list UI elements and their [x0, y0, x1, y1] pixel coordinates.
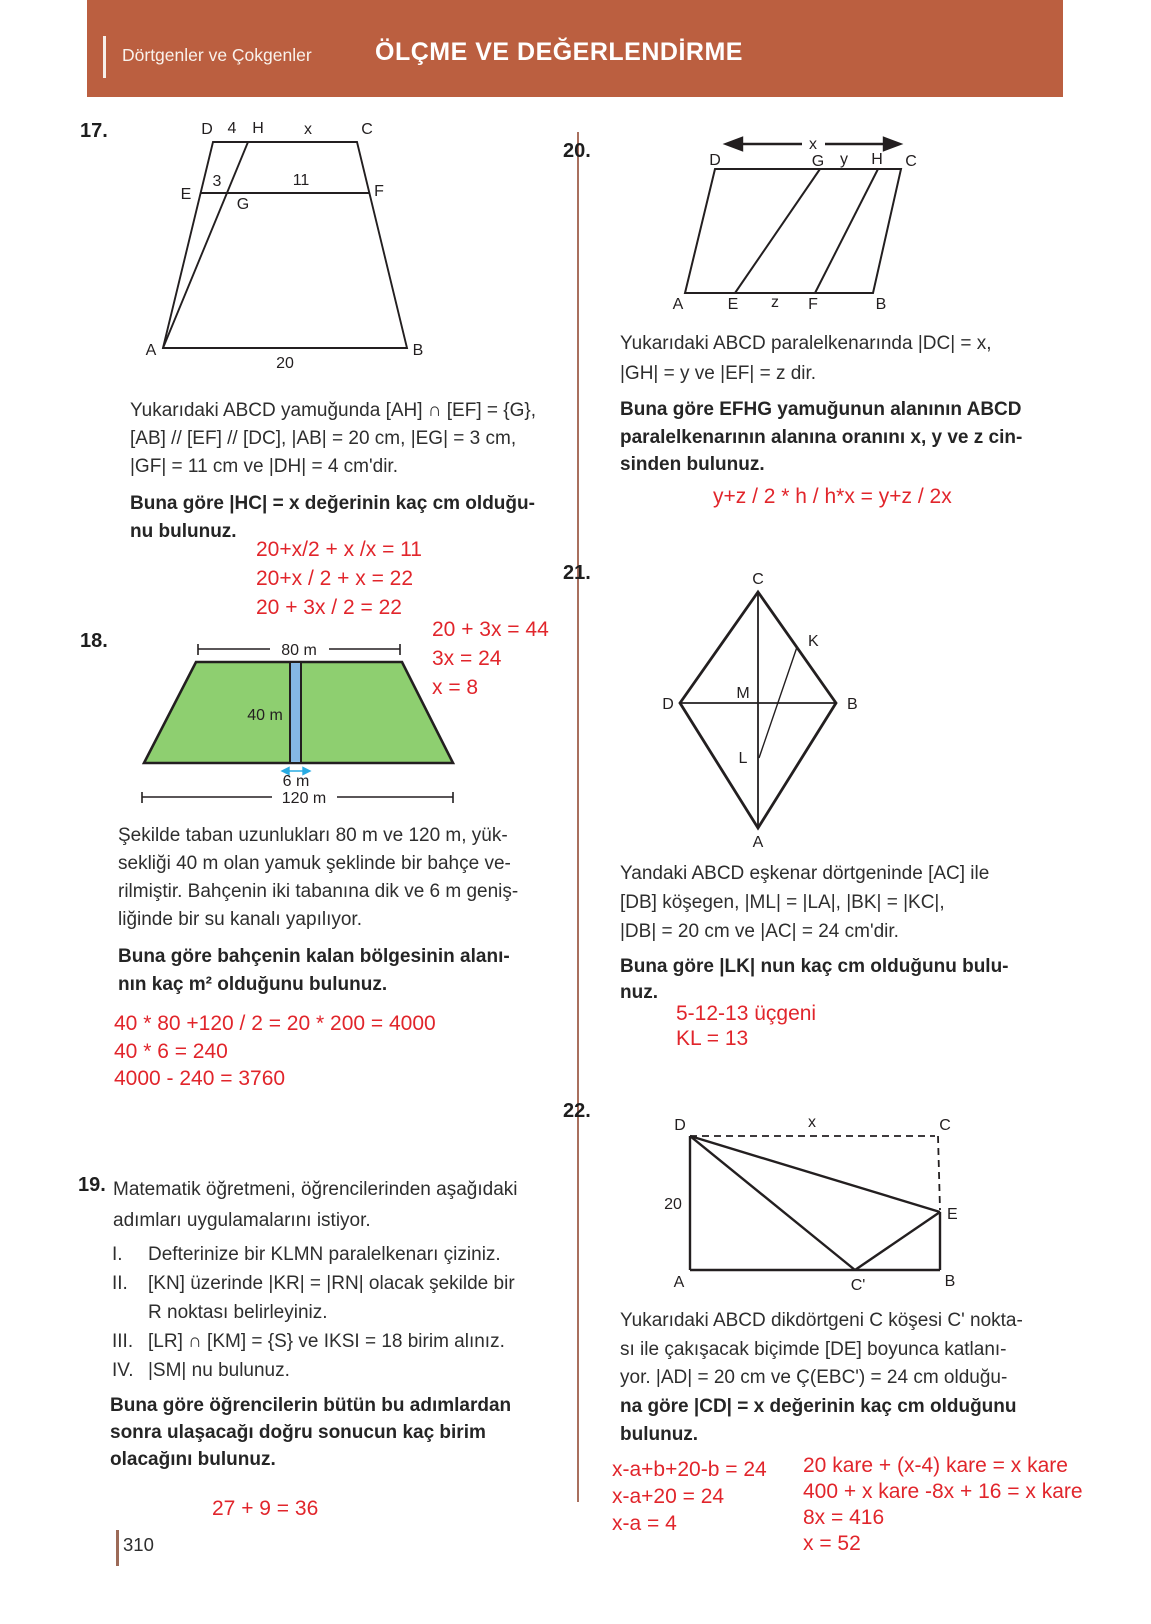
q20-body	[620, 329, 1055, 389]
q21-question	[620, 954, 1055, 1006]
page-number: 310	[123, 1534, 154, 1555]
text-line: 20 + 3x = 44	[432, 618, 549, 641]
text-line: olacağını bulunuz.	[110, 1449, 276, 1470]
text-line: Yukarıdaki ABCD yamuğunda [AH] ∩ [EF] = {G},	[130, 400, 536, 421]
text-line: x = 8	[432, 676, 479, 699]
q20-label-D: D	[709, 152, 721, 169]
q21-label-D: D	[662, 696, 674, 713]
q17-label-x: x	[304, 121, 312, 138]
text-line: Buna göre bahçenin kalan bölgesinin alanı-	[118, 946, 510, 967]
q17-body	[130, 397, 565, 481]
q19-step-roman: I.	[112, 1244, 123, 1265]
text-line: Yandaki ABCD eşkenar dörtgeninde [AC] ile	[620, 863, 990, 884]
text-line: 20+x/2 + x /x = 11	[256, 538, 422, 561]
q17-label-3: 3	[212, 173, 222, 190]
q22-fold-DE	[690, 1136, 940, 1212]
text-line: paralelkenarının alanına oranını x, y ve z cin-	[620, 426, 1023, 448]
text-line: nın kaç m² olduğunu bulunuz.	[118, 974, 388, 995]
text-line: |DB| = 20 cm ve |AC| = 24 cm'dir.	[620, 921, 899, 942]
text-line: y+z / 2 * h / h*x = y+z / 2x	[713, 485, 952, 508]
q22-label-B: B	[944, 1273, 956, 1290]
q17-label-H: H	[252, 120, 264, 137]
q19-step-roman	[112, 1298, 148, 1327]
figure-q22-folded-rectangle	[655, 1075, 967, 1293]
q17-label-D: D	[201, 121, 213, 138]
q20-label-H: H	[871, 151, 883, 168]
q22-label-C: C	[939, 1117, 951, 1134]
q19-step-roman: III.	[112, 1331, 134, 1352]
q18-question	[118, 943, 568, 999]
figure-q17-trapezoid	[125, 112, 435, 377]
text-line: 4000 - 240 = 3760	[114, 1067, 286, 1090]
q20-label-y: y	[840, 151, 848, 168]
q20-segment-FH	[815, 169, 878, 293]
q19-step-roman: IV.	[112, 1360, 134, 1381]
q22-question	[620, 1393, 1060, 1449]
q22-body	[620, 1307, 1060, 1393]
question-19-number: 19.	[78, 1174, 106, 1196]
text-line: x-a = 4	[612, 1512, 677, 1535]
header-bar	[87, 0, 1063, 97]
figure-q18-garden	[132, 640, 462, 810]
q22-solution-right-annotation	[803, 1453, 1083, 1557]
question-20-number: 20.	[563, 140, 591, 162]
text-line: 20 kare + (x-4) kare = x kare	[803, 1454, 1068, 1477]
q17-trapezoid-outline	[163, 142, 407, 348]
text-line: [DB] köşegen, |ML| = |LA|, |BK| = |KC|,	[620, 892, 945, 913]
text-line: 400 + x kare -8x + 16 = x kare	[803, 1480, 1083, 1503]
q20-label-z: z	[771, 294, 779, 311]
text-line: rilmiştir. Bahçenin iki tabanına dik ve 6 m geniş-	[118, 881, 519, 902]
text-line: Yukarıdaki ABCD dikdörtgeni C köşesi C' nokta-	[620, 1310, 1023, 1331]
text-line: 20 + 3x / 2 = 22	[256, 596, 402, 619]
header-divider-tick	[103, 36, 106, 78]
q22-segment-CprimeE	[855, 1212, 940, 1270]
text-line: |GH| = y ve |EF| = z dir.	[620, 363, 817, 384]
q20-parallelogram-outline	[685, 169, 901, 293]
text-line: sekliği 40 m olan yamuk şeklinde bir bahçe ve-	[118, 853, 511, 874]
text-line: Buna göre |LK| nun kaç cm olduğunu bulu-	[620, 956, 1009, 977]
q21-label-A: A	[752, 834, 764, 851]
q19-body	[113, 1174, 563, 1236]
text-line: |GF| = 11 cm ve |DH| = 4 cm'dir.	[130, 456, 398, 477]
text-line: 8x = 416	[803, 1506, 885, 1529]
q20-label-x: x	[809, 136, 817, 153]
text-line: yor. |AD| = 20 cm ve Ç(EBC') = 24 cm olduğu-	[620, 1367, 1008, 1388]
q18-solution-annotation	[114, 1010, 436, 1093]
q21-label-L: L	[738, 750, 748, 767]
text-line: Matematik öğretmeni, öğrencilerinden aşağıdaki	[113, 1179, 518, 1200]
text-line: nuz.	[620, 982, 658, 1003]
text-line: adımları uygulamalarını istiyor.	[113, 1210, 371, 1231]
q19-step-text: |SM| nu bulunuz.	[148, 1360, 290, 1381]
q22-label-C-prime: C'	[850, 1277, 866, 1294]
text-line: x = 52	[803, 1532, 861, 1555]
q22-solution-left-annotation	[612, 1456, 767, 1537]
q19-step-text: R noktası belirleyiniz.	[148, 1302, 328, 1323]
q17-solution-annotation	[256, 535, 422, 622]
q22-label-A: A	[673, 1274, 685, 1291]
figure-q20-parallelogram	[640, 128, 960, 318]
q20-solution-annotation	[713, 482, 952, 511]
q22-segment-DCprime	[690, 1136, 855, 1270]
question-22-number: 22.	[563, 1100, 591, 1122]
text-line: 5-12-13 üçgeni	[676, 1002, 817, 1025]
footer-tick	[116, 1530, 119, 1566]
q20-label-E: E	[727, 296, 739, 313]
q22-label-E: E	[947, 1206, 958, 1223]
q20-question	[620, 396, 1055, 479]
q20-label-G: G	[811, 153, 825, 170]
q21-label-B: B	[847, 696, 858, 713]
text-line: Yukarıdaki ABCD paralelkenarında |DC| = x,	[620, 333, 992, 354]
q20-label-A: A	[672, 296, 684, 313]
q22-dashed-CE	[938, 1136, 940, 1210]
text-line: x-a+20 = 24	[612, 1485, 725, 1508]
text-line: liğinde bir su kanalı yapılıyor.	[118, 909, 362, 930]
text-line: [AB] // [EF] // [DC], |AB| = 20 cm, |EG| = 3 cm,	[130, 428, 517, 449]
q21-solution-annotation	[676, 1001, 816, 1051]
q20-label-F: F	[808, 296, 818, 313]
figure-q21-rhombus	[640, 548, 890, 853]
q18-label-6m: 6 m	[282, 773, 310, 790]
column-divider	[577, 132, 579, 1502]
q19-step-row	[112, 1240, 515, 1269]
text-line: 20+x / 2 + x = 22	[256, 567, 414, 590]
q17-label-4: 4	[227, 120, 237, 137]
q18-label-80m: 80 m	[281, 642, 317, 659]
q19-step-row	[112, 1298, 515, 1327]
q18-body	[118, 822, 568, 934]
q17-label-A: A	[145, 342, 157, 359]
q17-label-C: C	[361, 121, 373, 138]
text-line: nu bulunuz.	[130, 521, 237, 542]
text-line: KL = 13	[676, 1027, 749, 1050]
q22-label-D: D	[674, 1117, 686, 1134]
q21-body	[620, 859, 1055, 946]
q17-label-20: 20	[276, 355, 294, 372]
q18-water-canal	[290, 662, 301, 763]
q17-label-B: B	[412, 342, 424, 359]
question-21-number: 21.	[563, 562, 591, 584]
q21-label-K: K	[808, 633, 819, 650]
q19-question	[110, 1392, 570, 1473]
q19-step-text: [KN] üzerinde |KR| = |RN| olacak şekilde bir	[148, 1273, 515, 1294]
text-line: 3x = 24	[432, 647, 502, 670]
q21-label-C: C	[752, 571, 764, 588]
q18-label-40m: 40 m	[247, 707, 283, 724]
q17-label-F: F	[374, 183, 384, 200]
q18-label-120m: 120 m	[281, 790, 327, 807]
q19-step-row	[112, 1327, 515, 1356]
q21-label-M: M	[736, 685, 750, 702]
text-line: x-a+b+20-b = 24	[612, 1458, 767, 1481]
q22-label-x: x	[808, 1114, 816, 1131]
page-title: ÖLÇME VE DEĞERLENDİRME	[375, 38, 743, 66]
question-17-number: 17.	[80, 120, 108, 142]
q17-label-G: G	[236, 196, 250, 213]
text-line: Şekilde taban uzunlukları 80 m ve 120 m, yük-	[118, 825, 508, 846]
text-line: sı ile çakışacak biçimde [DE] boyunca katlanı-	[620, 1338, 1007, 1360]
q19-step-text: Defterinize bir KLMN paralelkenarı çiziniz.	[148, 1244, 501, 1265]
q19-solution-annotation	[212, 1494, 318, 1523]
q19-step-row	[112, 1356, 515, 1385]
q19-steps-list	[112, 1240, 515, 1385]
question-18-number: 18.	[80, 630, 108, 652]
text-line: bulunuz.	[620, 1424, 699, 1445]
q20-segment-EG	[735, 169, 820, 293]
text-line: sonra ulaşacağı doğru sonucun kaç birim	[110, 1422, 486, 1443]
text-line: 40 * 80 +120 / 2 = 20 * 200 = 4000	[114, 1012, 436, 1035]
q20-label-B: B	[875, 296, 887, 313]
q19-step-row	[112, 1269, 515, 1298]
q20-label-C: C	[905, 153, 917, 170]
q19-step-text: [LR] ∩ [KM] = {S} ve IKSI = 18 birim alınız.	[148, 1331, 505, 1352]
q17-label-E: E	[180, 186, 192, 203]
text-line: 27 + 9 = 36	[212, 1497, 319, 1520]
text-line: Buna göre |HC| = x değerinin kaç cm olduğu-	[130, 493, 535, 514]
text-line: na göre |CD| = x değerinin kaç cm olduğunu	[620, 1396, 1017, 1417]
text-line: sinden bulunuz.	[620, 454, 765, 475]
text-line: Buna göre öğrencilerin bütün bu adımlardan	[110, 1395, 512, 1416]
q19-step-roman: II.	[112, 1273, 128, 1294]
q22-label-20: 20	[664, 1196, 682, 1213]
q22-solid-edges	[690, 1136, 940, 1270]
chapter-label: Dörtgenler ve Çokgenler	[122, 45, 312, 65]
text-line: 40 * 6 = 240	[114, 1039, 228, 1063]
text-line: Buna göre EFHG yamuğunun alanının ABCD	[620, 399, 1022, 420]
q17-label-11: 11	[292, 172, 310, 189]
